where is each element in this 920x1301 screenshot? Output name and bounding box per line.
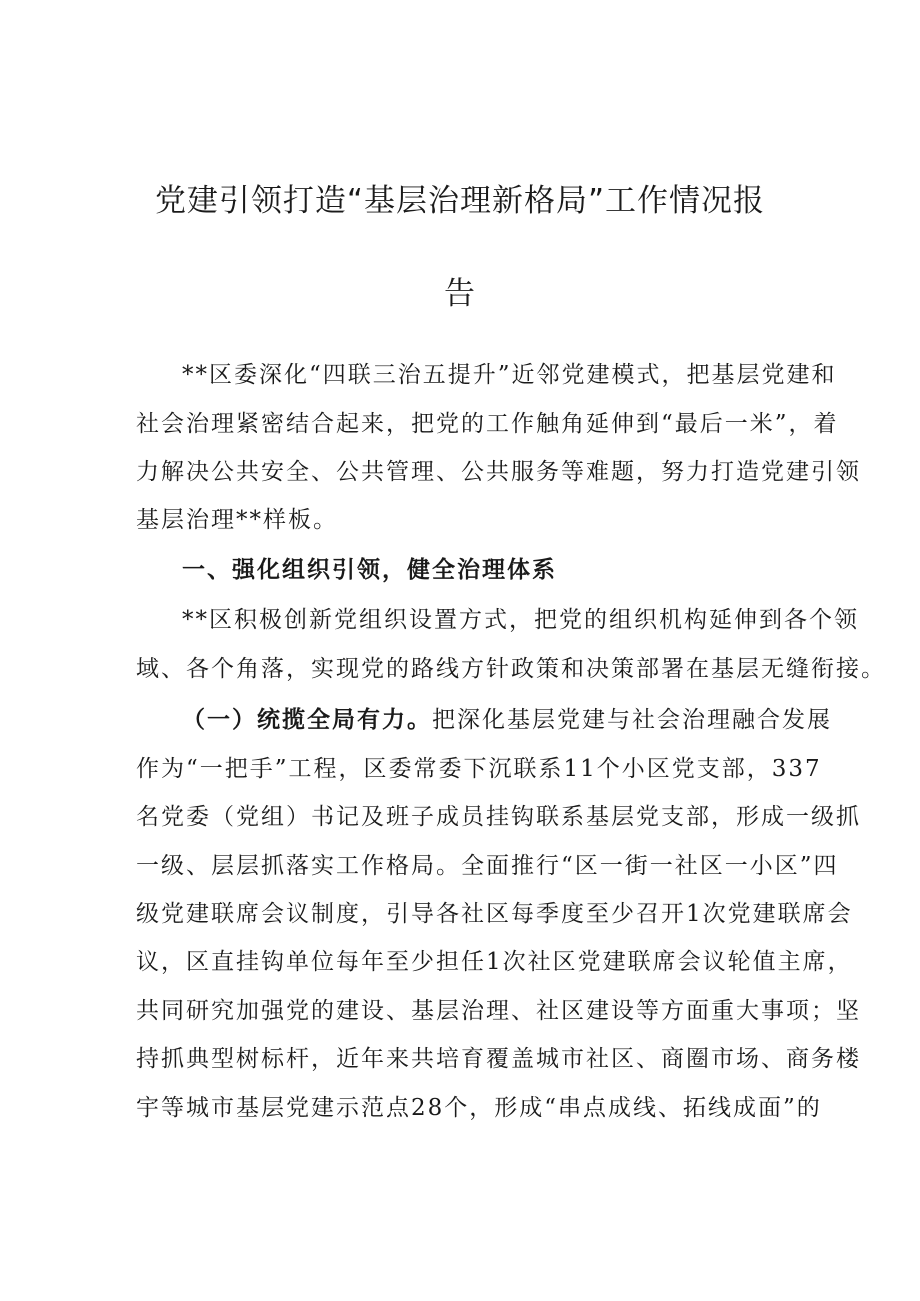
sub1-line-1 bbox=[182, 705, 832, 735]
sub1-line-3: 名党委（党组）书记及班子成员挂钩联系基层党支部，形成一级抓 bbox=[136, 804, 861, 830]
sub1-label: （一）统揽全局有力。 bbox=[182, 707, 432, 733]
intro-line-1: **区委深化“四联三治五提升”近邻党建模式，把基层党建和 bbox=[182, 362, 837, 388]
sub1-first-rest: 把深化基层党建与社会治理融合发展 bbox=[432, 707, 832, 733]
intro-line-3: 力解决公共安全、公共管理、公共服务等难题，努力打造党建引领 bbox=[136, 459, 861, 485]
section1-line-1: **区积极创新党组织设置方式，把党的组织机构延伸到各个领 bbox=[182, 607, 859, 633]
sub1-line-5: 级党建联席会议制度，引导各社区每季度至少召开1次党建联席会 bbox=[136, 901, 853, 927]
sub1-line-9: 宇等城市基层党建示范点28个，形成“串点成线、拓线成面”的 bbox=[136, 1095, 822, 1121]
intro-line-4: 基层治理**样板。 bbox=[136, 507, 338, 533]
section1-line-2: 域、各个角落，实现党的路线方针政策和决策部署在基层无缝衔接。 bbox=[136, 656, 886, 682]
sub1-line-6: 议，区直挂钩单位每年至少担任1次社区党建联席会议轮值主席， bbox=[136, 949, 853, 975]
document-title-line-2: 告 bbox=[444, 276, 476, 312]
document-title-line-1: 党建引领打造“基层治理新格局”工作情况报 bbox=[154, 183, 766, 219]
sub1-line-8: 持抓典型树标杆，近年来共培育覆盖城市社区、商圈市场、商务楼 bbox=[136, 1046, 861, 1072]
sub1-line-2: 作为“一把手”工程，区委常委下沉联系11个小区党支部，337 bbox=[136, 756, 822, 782]
section-heading-1: 一、强化组织引领，健全治理体系 bbox=[182, 557, 557, 583]
sub1-line-4: 一级、层层抓落实工作格局。全面推行“区一街一社区一小区”四 bbox=[136, 853, 839, 879]
sub1-line-7: 共同研究加强党的建设、基层治理、社区建设等方面重大事项；坚 bbox=[136, 998, 861, 1024]
intro-line-2: 社会治理紧密结合起来，把党的工作触角延伸到“最后一米”，着 bbox=[136, 411, 839, 437]
